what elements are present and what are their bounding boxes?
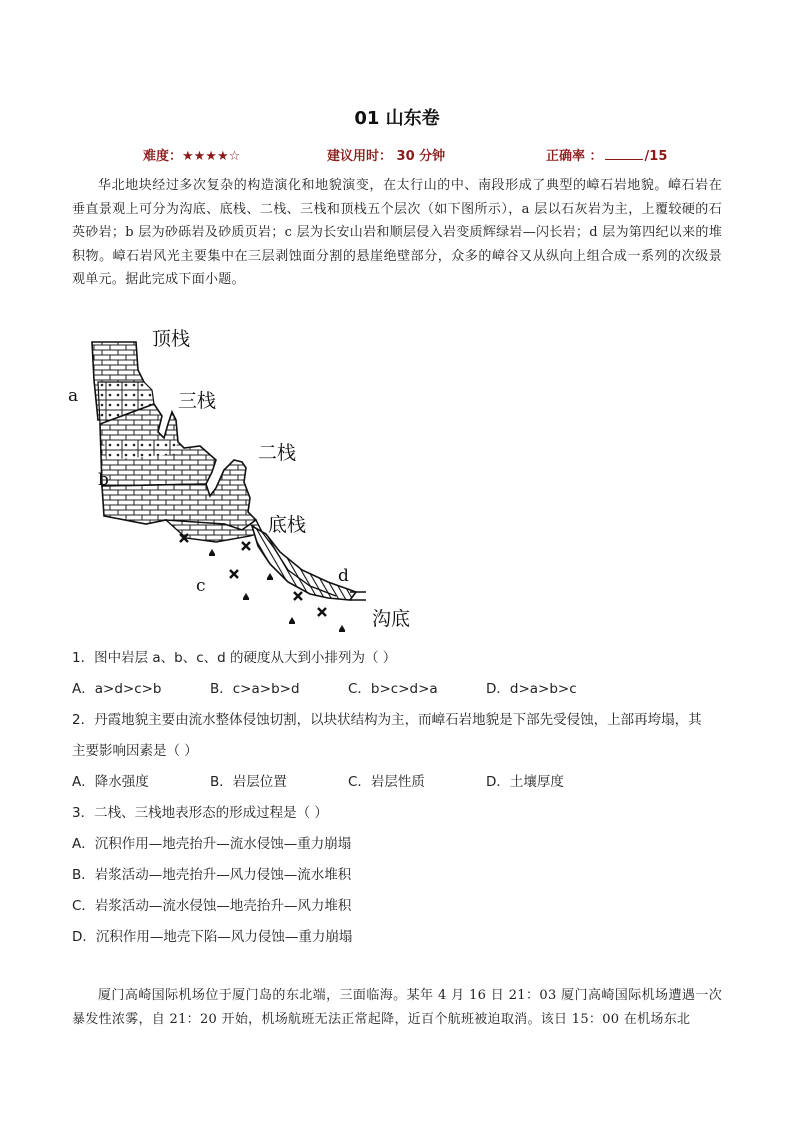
q3-option-d[interactable]: D．沉积作用—地壳下陷—风力侵蚀—重力崩塌 (72, 929, 353, 945)
q3-option-b[interactable]: B．岩浆活动—地壳抬升—风力侵蚀—流水堆积 (72, 867, 352, 883)
label-bottom-stack: 底栈 (268, 514, 307, 536)
accuracy-label: 正确率 ： (546, 149, 603, 164)
page-title: 01 山东卷 (354, 108, 440, 129)
strata-figure (66, 320, 426, 640)
label-top-stack: 顶栈 (152, 328, 191, 350)
q2-option-b[interactable]: B．岩层位置 (210, 774, 287, 790)
difficulty-rating: 难度：★★★★☆ (143, 149, 241, 164)
strata-diagram (66, 320, 426, 640)
label-second-stack: 二栈 (258, 442, 297, 464)
label-layer-d: d (338, 566, 349, 586)
label-layer-c: c (196, 576, 206, 596)
question-2-stem: 2．丹霞地貌主要由流水整体侵蚀切割，以块状结构为主，而嶂石岩地貌是下部先受侵蚀，上部再垮塌，其 (72, 712, 702, 728)
q2-option-d[interactable]: D．土壤厚度 (486, 774, 564, 790)
q1-option-d[interactable]: D．d>a>b>c (486, 681, 577, 697)
suggested-time: 建议用时： 30 分钟 (327, 149, 446, 164)
q1-option-b[interactable]: B．c>a>b>d (210, 681, 300, 697)
q1-option-c[interactable]: C．b>c>d>a (348, 681, 438, 697)
meta-row (0, 145, 794, 165)
question-2-options (72, 770, 732, 790)
q3-option-c[interactable]: C．岩浆活动—流水侵蚀—地壳抬升—风力堆积 (72, 898, 352, 914)
q2-option-a[interactable]: A．降水强度 (72, 774, 149, 790)
passage-2: 厦门高崎国际机场位于厦门岛的东北端，三面临海。某年 4 月 16 日 21：03 厦门高崎国际机场遭遇一次暴发性浓雾，自 21：20 开始，机场航班无法正常起降，近百个航班被迫取消。该日 15：00 在机场东北 (72, 988, 722, 1027)
accuracy (546, 145, 667, 164)
question-1-options (72, 677, 732, 697)
question-2-stem-continued: 主要影响因素是（ ） (72, 743, 198, 759)
label-valley-floor: 沟底 (372, 608, 411, 630)
passage-1: 华北地块经过多次复杂的构造演化和地貌演变，在太行山的中、南段形成了典型的嶂石岩地貌。嶂石岩在垂直景观上可分为沟底、底栈、二栈、三栈和顶栈五个层次（如下图所示），a 层以石灰岩为主，上覆较硬的石英砂岩；b 层为砂砾岩及砂质页岩；c 层为长安山岩和顺层侵入岩变质辉绿岩—闪长岩；d 层为第四纪以来的堆积物。嶂石岩风光主要集中在三层剥蚀面分割的悬崖绝壁部分，众多的嶂谷又从纵向上组合成一系列的次级景观单元。据此完成下面小题。 (72, 178, 722, 288)
question-3-stem: 3．二栈、三栈地表形态的形成过程是（ ） (72, 805, 328, 821)
label-third-stack: 三栈 (178, 390, 217, 412)
layer-d (252, 526, 356, 600)
label-layer-a: a (68, 386, 79, 406)
q1-option-a[interactable]: A．a>d>c>b (72, 681, 162, 697)
q2-option-c[interactable]: C．岩层性质 (348, 774, 425, 790)
accuracy-total: /15 (644, 149, 668, 164)
question-1-stem: 1．图中岩层 a、b、c、d 的硬度从大到小排列为（ ） (72, 650, 397, 666)
q3-option-a[interactable]: A．沉积作用—地壳抬升—流水侵蚀—重力崩塌 (72, 836, 352, 852)
label-layer-b: b (98, 470, 109, 490)
accuracy-blank[interactable] (605, 147, 643, 160)
